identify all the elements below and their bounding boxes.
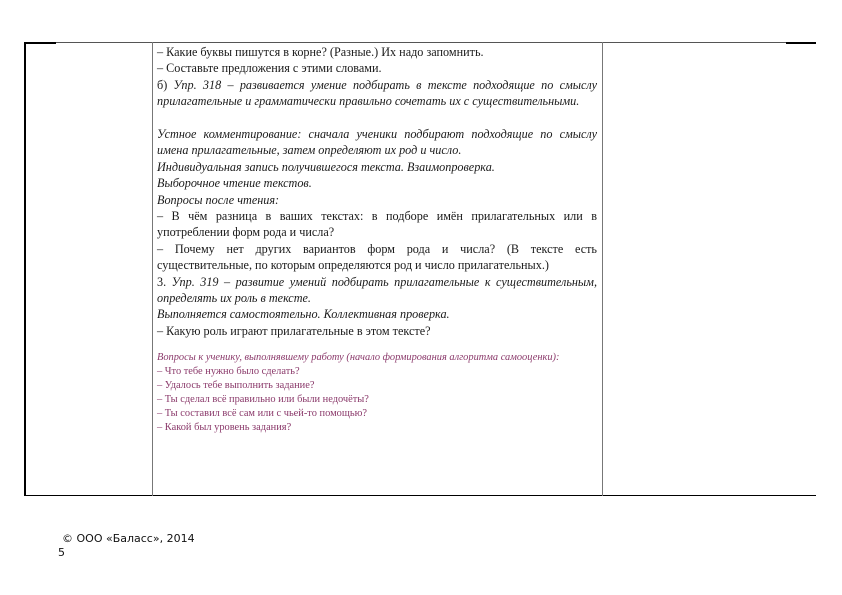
self-assessment-question: – Ты сделал всё правильно или были недочёты?: [157, 394, 369, 406]
questions-heading: Вопросы после чтения:: [157, 192, 280, 207]
oral-commentary: Устное комментирование: сначала ученики подбирают подходящие по смыслу имена прилагательные, затем определяют их род и число.: [157, 127, 597, 158]
self-assessment-heading: Вопросы к ученику, выполнявшему работу (начало формирования алгоритма самооценки):: [157, 352, 560, 364]
table-column-divider-2: [602, 42, 603, 496]
lesson-content-cell: [157, 44, 597, 435]
table-column-divider-1: [152, 42, 153, 496]
footer-copyright: © ООО «Баласс», 2014: [62, 532, 195, 545]
task-sentences: – Составьте предложения с этими словами.: [157, 61, 382, 76]
table-top-border: [56, 42, 786, 43]
exercise-318: [157, 77, 597, 110]
table-left-border: [24, 42, 26, 496]
individual-writing: Индивидуальная запись получившегося текста. Взаимопроверка.: [157, 159, 495, 174]
exercise-319: [157, 274, 597, 307]
question-difference: – В чём разница в ваших текстах: в подборе имён прилагательных или в употреблении форм рода и числа?: [157, 209, 597, 240]
question-letters: – Какие буквы пишутся в корне? (Разные.) Их надо запомнить.: [157, 45, 484, 59]
spacer: [157, 110, 597, 126]
self-assessment-question: – Какой был уровень задания?: [157, 422, 292, 434]
independent-work: Выполняется самостоятельно. Коллективная проверка.: [157, 307, 450, 322]
exercise-319-prefix: 3.: [157, 274, 172, 289]
table-top-border-right: [786, 42, 816, 44]
exercise-319-text: Упр. 319 – развитие умений подбирать прилагательные к существительным, определять их роль в тексте.: [157, 274, 598, 306]
table-top-border-left: [24, 42, 56, 44]
question-role: – Какую роль играют прилагательные в этом тексте?: [157, 323, 431, 338]
spacer: [157, 339, 597, 351]
page-number: 5: [58, 546, 65, 559]
selective-reading: Выборочное чтение текстов.: [157, 176, 312, 191]
question-forms: – Почему нет других вариантов форм рода и числа? (В тексте есть существительные, по которым определяются род и число прилагательных.): [157, 241, 597, 273]
exercise-318-prefix: б): [157, 77, 174, 92]
table-bottom-border: [24, 495, 816, 496]
self-assessment-question: – Удалось тебе выполнить задание?: [157, 380, 315, 392]
exercise-318-text: Упр. 318 – развивается умение подбирать в тексте подходящие по смыслу прилагательные и грамматически правильно сочетать их с существительными.: [157, 77, 597, 109]
self-assessment-question: – Ты составил всё сам или с чьей-то помощью?: [157, 408, 367, 420]
self-assessment-question: – Что тебе нужно было сделать?: [157, 366, 300, 378]
